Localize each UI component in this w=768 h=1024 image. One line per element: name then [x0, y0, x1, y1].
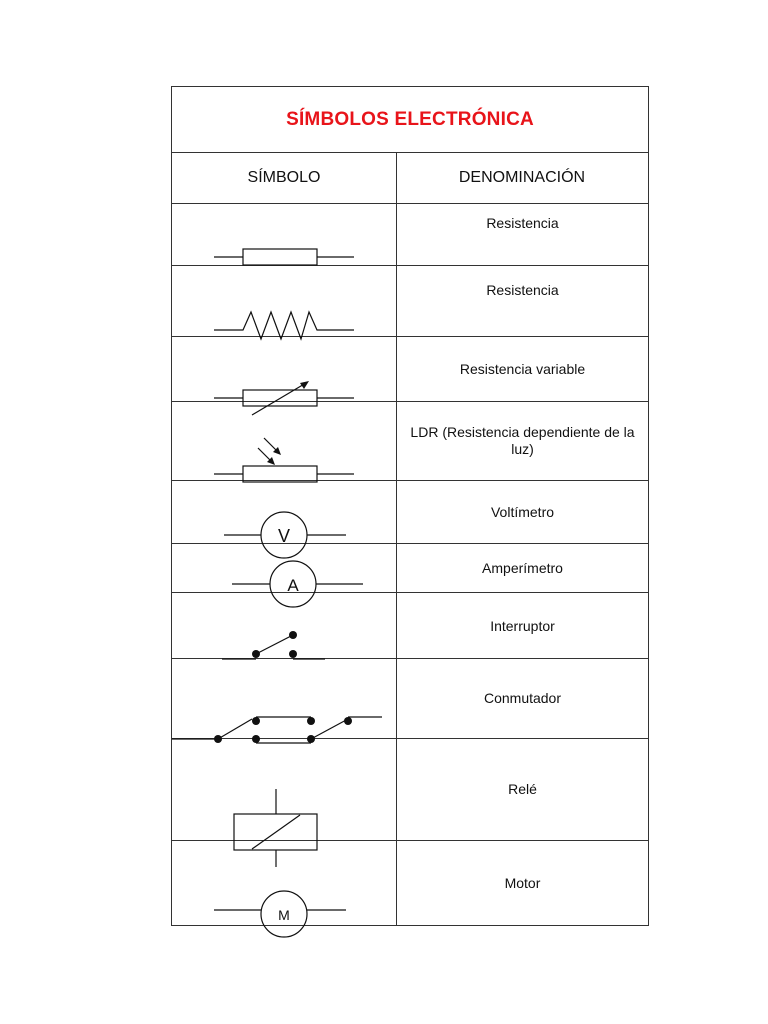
- symbol-name: Resistencia variable: [459, 361, 586, 377]
- name-cell: [397, 659, 648, 738]
- name-cell: [397, 266, 648, 336]
- name-cell: [397, 593, 648, 658]
- header-symbol: SÍMBOLO: [247, 169, 321, 186]
- symbol-name: Motor: [504, 875, 541, 891]
- table-row: [172, 659, 648, 739]
- symbol-cell: [172, 266, 396, 336]
- symbol-cell: [172, 204, 396, 265]
- table-row: [172, 204, 648, 266]
- name-cell: [397, 337, 648, 401]
- symbol-cell: [172, 659, 396, 738]
- variable-resistor-icon: [172, 337, 396, 402]
- table-header-row: [172, 153, 648, 204]
- symbol-name: Voltímetro: [490, 504, 555, 520]
- symbol-name: LDR (Resistencia dependiente de la luz): [410, 424, 635, 457]
- motor-icon: [172, 841, 396, 925]
- table-row: [172, 544, 648, 593]
- header-name: DENOMINACIÓN: [458, 169, 586, 186]
- symbol-cell: [172, 337, 396, 401]
- symbol-cell: [172, 739, 396, 840]
- changeover-switch-icon: [172, 659, 396, 739]
- symbol-name: Conmutador: [483, 690, 562, 706]
- ammeter-icon: [172, 544, 396, 593]
- ammeter-glyph: A: [287, 576, 299, 595]
- symbols-table: [171, 86, 649, 926]
- page-title: SÍMBOLOS ELECTRÓNICA: [286, 108, 534, 130]
- name-cell: [397, 739, 648, 840]
- ldr-icon: [172, 402, 396, 481]
- name-cell: [397, 481, 648, 543]
- symbol-cell: [172, 593, 396, 658]
- name-cell: [397, 544, 648, 592]
- relay-icon: [172, 739, 396, 841]
- symbol-cell: [172, 544, 396, 595]
- table-row: [172, 593, 648, 659]
- voltmeter-icon: [172, 481, 396, 544]
- table-row: [172, 266, 648, 337]
- voltmeter-glyph: V: [277, 526, 291, 546]
- symbol-cell: [172, 481, 396, 546]
- symbol-name: Relé: [508, 781, 537, 797]
- name-cell: [397, 204, 648, 265]
- symbol-name: Amperímetro: [482, 560, 563, 576]
- table-row: [172, 481, 648, 544]
- symbol-name: Interruptor: [490, 618, 555, 634]
- motor-glyph: M: [278, 907, 290, 923]
- table-row: [172, 841, 648, 925]
- table-row: [172, 402, 648, 481]
- symbol-cell: [172, 402, 396, 480]
- name-cell: [397, 402, 648, 480]
- table-title-row: [172, 87, 648, 153]
- switch-icon: [172, 593, 396, 659]
- table-row: [172, 739, 648, 841]
- symbol-name: Resistencia: [486, 215, 559, 231]
- table-row: [172, 337, 648, 402]
- resistor-zigzag-icon: [172, 266, 396, 337]
- symbol-cell: [172, 841, 396, 925]
- name-cell: [397, 841, 648, 925]
- symbol-name: Resistencia: [486, 282, 559, 298]
- resistor-box-icon: [172, 204, 396, 266]
